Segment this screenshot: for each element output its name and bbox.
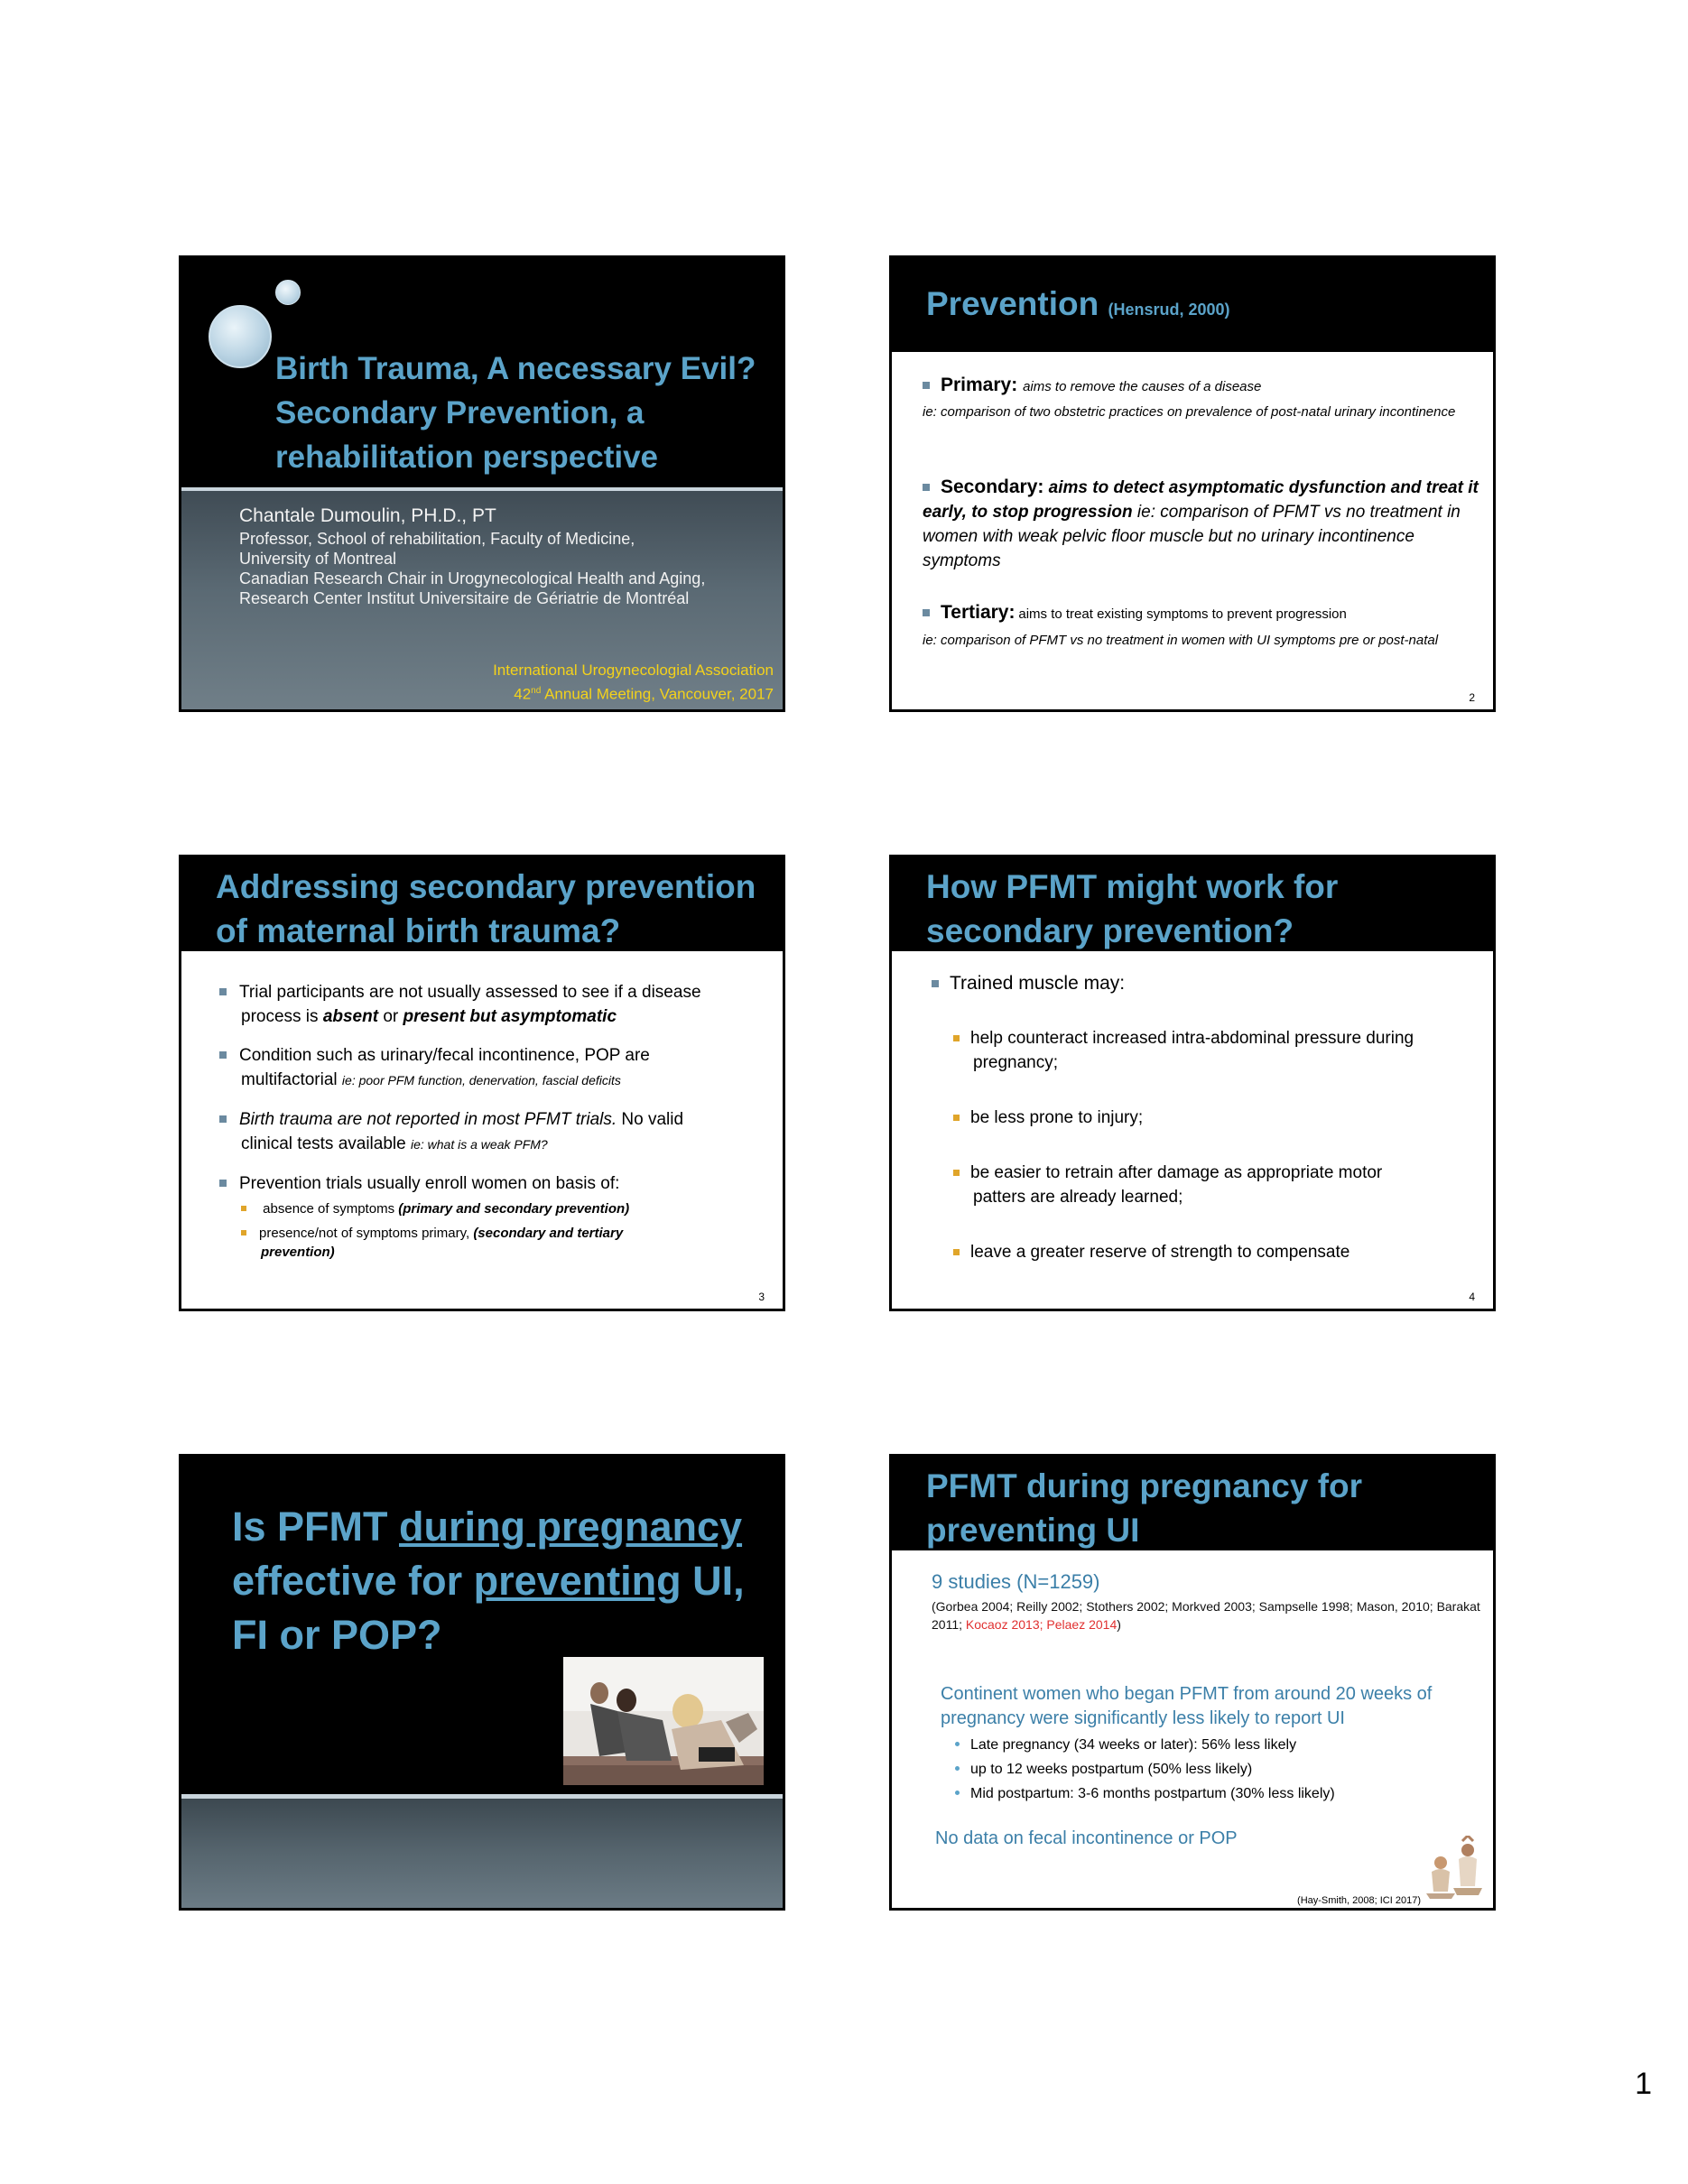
sub-list-item: leave a greater reserve of strength to compensate	[953, 1240, 1473, 1264]
dot-bullet-icon	[955, 1766, 960, 1771]
slide-title: PFMT during pregnancy for preventing UI	[926, 1467, 1363, 1549]
square-bullet-icon	[953, 1035, 960, 1041]
square-bullet-icon	[932, 980, 939, 987]
slide-title: Prevention (Hensrud, 2000)	[926, 285, 1230, 322]
primary-example: ie: comparison of two obstetric practices on prevalence of post-natal urinary incontinence	[923, 404, 1456, 420]
bullet-tertiary: Tertiary: aims to treat existing symptoms to prevent progression	[923, 603, 1482, 625]
list-item: up to 12 weeks postpartum (50% less likely)	[955, 1757, 1335, 1781]
slide-number: 2	[1469, 691, 1475, 704]
bullet-primary: Primary: aims to remove the causes of a disease	[923, 375, 1482, 397]
slide-3-addressing	[179, 855, 785, 1311]
slide-title: Addressing secondary prevention of maternal birth trauma?	[216, 868, 756, 949]
list-item: Prevention trials usually enroll women on basis of:	[219, 1171, 752, 1196]
slide-header	[892, 1457, 1493, 1550]
sub-list-item: be easier to retrain after damage as appropriate motor patters are already learned;	[953, 1161, 1473, 1209]
author-name: Chantale Dumoulin, PH.D., PT	[239, 505, 496, 526]
square-bullet-icon	[953, 1170, 960, 1176]
slide-5-question	[179, 1454, 785, 1911]
square-bullet-icon	[953, 1249, 960, 1255]
author-affiliation: Professor, School of rehabilitation, Faculty of Medicine, University of Montreal Canadian Research Chair in Urogynecological Health and Aging, Research Center Institut Universitaire de Gériatrie de Montréal	[239, 530, 706, 607]
tertiary-example: ie: comparison of PFMT vs no treatment in women with UI symptoms pre or post-natal	[923, 633, 1439, 648]
circle-decoration-icon	[275, 280, 301, 305]
sub-list-item: presence/not of symptoms primary, (secondary and tertiary prevention)	[241, 1224, 752, 1262]
list-item: Birth trauma are not reported in most PFMT trials. No valid clinical tests available ie: what is a weak PFM?	[219, 1107, 752, 1157]
slide-4-pfmt-mechanism	[889, 855, 1496, 1311]
list-item: Late pregnancy (34 weeks or later): 56% less likely	[955, 1733, 1335, 1757]
list-item: Trial participants are not usually assessed to see if a disease process is absent or present but asymptomatic	[219, 980, 752, 1029]
square-bullet-icon	[923, 484, 930, 491]
no-data-note: No data on fecal incontinence or POP	[935, 1828, 1238, 1848]
slide-title: Is PFMT during pregnancy effective for preventing UI, FI or POP?	[232, 1504, 745, 1658]
exercise-photo	[563, 1657, 764, 1785]
square-bullet-icon	[219, 1051, 227, 1059]
yoga-figures-image	[1423, 1836, 1488, 1904]
slide-number: 3	[758, 1291, 765, 1303]
divider	[181, 487, 783, 491]
sub-list-item: help counteract increased intra-abdominal pressure during pregnancy;	[953, 1026, 1473, 1075]
references: (Gorbea 2004; Reilly 2002; Stothers 2002; Morkved 2003; Sampselle 1998; Mason, 2010; Barakat 2011; Kocaoz 2013; Pelaez 2014)	[932, 1599, 1480, 1632]
studies-count: 9 studies (N=1259)	[932, 1570, 1100, 1593]
dot-bullet-icon	[955, 1791, 960, 1795]
divider	[181, 1794, 783, 1799]
slide-header	[892, 258, 1493, 352]
circle-decoration-icon	[209, 305, 272, 368]
slide-body	[932, 971, 1473, 1264]
slide-1-title	[179, 255, 785, 712]
slide-header	[181, 857, 783, 951]
citation: (Hay-Smith, 2008; ICI 2017)	[1297, 1895, 1421, 1906]
bullet-secondary: Secondary: aims to detect asymptomatic dysfunction and treat it early, to stop progression ie: comparison of PFMT vs no treatment in women with weak pelvic floor muscle but no urinary incontinence symptoms	[923, 477, 1479, 570]
sub-list-item: absence of symptoms (primary and secondary prevention)	[241, 1199, 752, 1218]
slide-header	[892, 857, 1493, 951]
slide-6-pfmt-pregnancy	[889, 1454, 1496, 1911]
square-bullet-icon	[241, 1206, 246, 1211]
slide-body	[219, 980, 752, 1262]
square-bullet-icon	[219, 988, 227, 995]
page-number: 1	[1635, 2067, 1652, 2101]
continent-women-finding: Continent women who began PFMT from around 20 weeks of pregnancy were significantly less likely to report UI	[941, 1684, 1433, 1728]
sub-list-item: be less prone to injury;	[953, 1106, 1473, 1130]
slide-title: Birth Trauma, A necessary Evil? Secondary Prevention, a rehabilitation perspective	[275, 351, 756, 475]
dot-bullet-icon	[955, 1742, 960, 1746]
slide-number: 4	[1469, 1291, 1475, 1303]
outcome-list	[955, 1733, 1335, 1806]
square-bullet-icon	[923, 382, 930, 389]
square-bullet-icon	[219, 1180, 227, 1187]
square-bullet-icon	[953, 1115, 960, 1121]
conference-info: International Urogynecologial Association 42nd Annual Meeting, Vancouver, 2017	[493, 662, 774, 703]
list-item: Trained muscle may:	[932, 971, 1473, 995]
square-bullet-icon	[219, 1115, 227, 1123]
slide-2-prevention	[889, 255, 1496, 712]
list-item: Mid postpartum: 3-6 months postpartum (30% less likely)	[955, 1781, 1335, 1806]
square-bullet-icon	[923, 609, 930, 616]
square-bullet-icon	[241, 1230, 246, 1235]
slide-title: How PFMT might work for secondary prevention?	[926, 868, 1339, 949]
gradient-panel	[181, 1798, 783, 1908]
list-item: Condition such as urinary/fecal incontinence, POP are multifactorial ie: poor PFM function, denervation, fascial deficits	[219, 1043, 752, 1093]
